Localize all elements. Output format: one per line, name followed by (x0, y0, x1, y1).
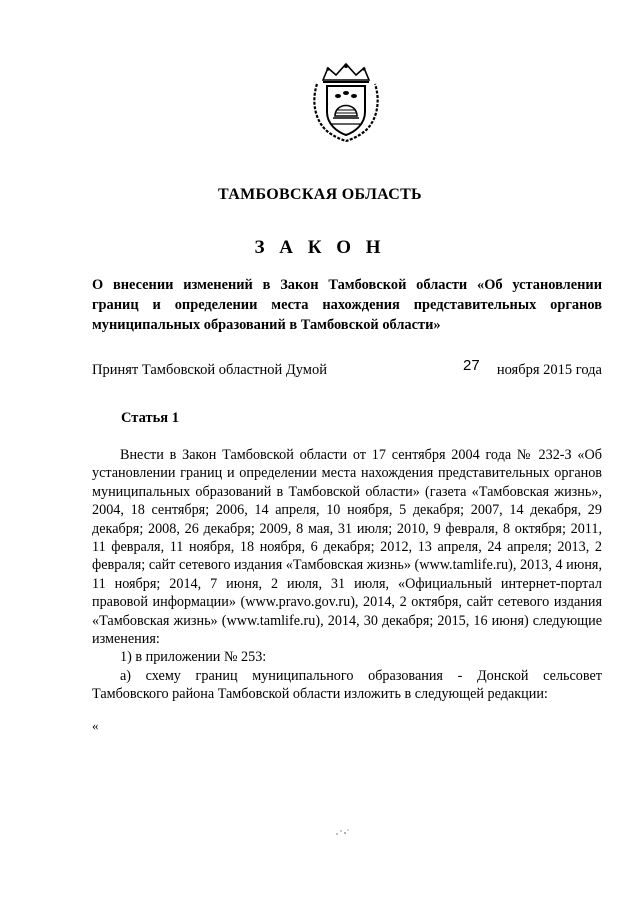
adoption-month-year: ноября 2015 года (496, 362, 602, 378)
article-intro: Внести в Закон Тамбовской области от 17 сентября 2004 года № 232-З «Об установлении границ и определении места нахождения представительных органов муниципальных образований в Тамбовской области» (газета «Тамбовская жизнь», 2004, 18 сентября; 2006, 14 апреля, 10 ноября, 5 декабря; 2007, 14 декабря, 29 декабря; 2008, 26 декабря; 2009, 8 мая, 31 июля; 2010, 9 февраля, 8 октября; 2011, 11 февраля, 11 ноября, 18 ноября, 6 декабря; 2012, 13 апреля, 24 апреля; 2013, 2 февраля; сайт сетевого издания «Тамбовская жизнь» (www.tamlife.ru), 2013, 4 июня, 11 ноября; 2014, 7 июня, 2 июля, 31 июля, «Официальный интернет-портал правовой информации» (www.pravo.gov.ru), 2014, 2 октября, сайт сетевого издания «Тамбовская жизнь» (www.tamlife.ru), 2014, 30 декабря; 2015, 16 июня) следующие изменения: (92, 447, 602, 648)
opening-quote: « (92, 718, 99, 733)
adoption-line (92, 357, 602, 382)
law-title: О внесении изменений в Закон Тамбовской области «Об установлении границ и определении места нахождения представительных органов муниципальных образований в Тамбовской области» (92, 277, 602, 333)
article-body (92, 446, 602, 704)
coat-of-arms-icon (309, 62, 383, 142)
article-item-1a: а) схему границ муниципального образования - Донской сельсовет Тамбовского района Тамбовской области изложить в следующей редакции: (92, 667, 602, 703)
region-name: ТАМБОВСКАЯ ОБЛАСТЬ (218, 186, 422, 203)
adoption-day: 27 (463, 357, 480, 374)
document-type: З А К О Н (254, 237, 386, 258)
adopted-by: Принят Тамбовской областной Думой (92, 362, 327, 378)
scan-speck-icon (334, 826, 352, 838)
article-heading: Статья 1 (121, 410, 179, 426)
article-item-1: 1) в приложении № 253: (120, 649, 267, 666)
